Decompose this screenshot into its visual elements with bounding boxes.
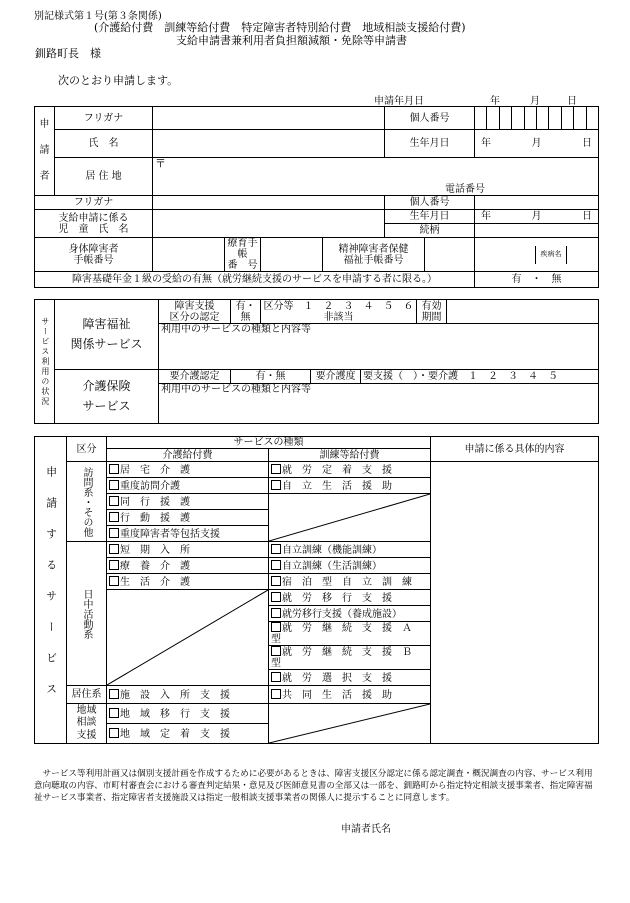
checkbox[interactable] — [109, 708, 119, 718]
services-table — [34, 436, 599, 744]
child-personal-no-label: 個人番号 — [385, 196, 475, 210]
svc-community-transition[interactable]: 地 域 移 行 支 援 — [107, 704, 269, 724]
checkbox[interactable] — [109, 480, 119, 490]
support-cert-label: 障害支援 区分の認定 — [159, 300, 231, 324]
child-furigana-field[interactable] — [153, 196, 385, 210]
svc-kunren-life-training[interactable]: 自立訓練（生活訓練） — [269, 558, 431, 574]
svc-community-settlement[interactable]: 地 域 定 着 支 援 — [107, 724, 269, 744]
svc-kaigo-medical-care[interactable]: 療 養 介 護 — [107, 558, 269, 574]
valid-period-field[interactable] — [447, 300, 599, 324]
checkbox[interactable] — [271, 592, 281, 602]
detail-header: 申請に係る具体的内容 — [431, 437, 599, 462]
applicant-name-label: 氏 名 — [55, 130, 153, 158]
physical-cert-label: 身体障害者 手帳番号 — [35, 238, 153, 272]
care-degree-label: 要介護度 — [311, 370, 361, 384]
checkbox[interactable] — [271, 646, 281, 656]
addressee: 釧路町長 様 — [35, 47, 101, 60]
checkbox[interactable] — [109, 689, 119, 699]
signature-label: 申請者氏名 — [341, 824, 391, 835]
care-cert-yes-no[interactable]: 有・無 — [231, 370, 311, 384]
checkbox[interactable] — [109, 464, 119, 474]
blank-diagonal-1 — [269, 494, 431, 542]
form-number: 別記様式第１号(第３条関係) — [34, 11, 162, 22]
form-title-line2: 支給申請書兼利用者負担額減額・免除等申請書 — [176, 34, 407, 47]
disease-cell — [475, 238, 599, 272]
disease-field[interactable] — [567, 246, 598, 264]
checkbox[interactable] — [271, 608, 281, 618]
support-grade-cell[interactable]: 区分等 １ ２ ３ ４ ５ ６ 非該当 — [261, 300, 417, 324]
physical-cert-field[interactable] — [153, 238, 225, 272]
checkbox[interactable] — [271, 480, 281, 490]
child-relation-label: 続柄 — [385, 224, 475, 238]
svc-kunren-independent-living[interactable]: 自 立 生 活 援 助 — [269, 478, 431, 494]
welfare-services-label: 障害福祉 関係サービス — [55, 300, 159, 370]
applicant-phone-label: 電話番号 — [445, 184, 485, 195]
svc-kaigo-severe-visiting[interactable]: 重度訪問介護 — [107, 478, 269, 494]
checkbox[interactable] — [271, 544, 281, 554]
form-title-line1: (介護給付費 訓練等給付費 特定障害者特別給付費 地域相談支援給付費) — [94, 21, 466, 34]
checkbox[interactable] — [109, 512, 119, 522]
support-cert-yes-no[interactable]: 有・無 — [231, 300, 261, 324]
svc-kaigo-accompany[interactable]: 同 行 援 護 — [107, 494, 269, 510]
svc-kunren-transition-training-facility[interactable]: 就労移行支援（養成施設） — [269, 606, 431, 622]
group-residential-label: 居住系 — [67, 686, 107, 704]
pension-options[interactable]: 有 ・ 無 — [475, 272, 599, 288]
checkbox[interactable] — [271, 689, 281, 699]
group-community-label: 地域 相談 支援 — [67, 704, 107, 744]
welfare-using-note[interactable]: 利用中のサービスの種類と内容等 — [159, 324, 599, 370]
services-side-label: 申請するサービス — [35, 437, 67, 744]
kaigo-header: 介護給付費 — [107, 449, 269, 462]
applicant-address-field[interactable] — [153, 158, 599, 196]
app-date-year: 年 — [490, 96, 500, 107]
care-insurance-label: 介護保険 サービス — [55, 370, 159, 424]
checkbox[interactable] — [271, 576, 281, 586]
detail-field[interactable] — [431, 462, 599, 744]
checkbox[interactable] — [271, 560, 281, 570]
group-daytime-label: 日中活動系 — [67, 542, 107, 686]
svc-kunren-continuation-a[interactable]: 就 労 継 続 支 援 Ａ 型 — [269, 622, 431, 646]
mental-cert-field[interactable] — [425, 238, 475, 272]
svc-kunren-employment-selection[interactable]: 就 労 選 択 支 援 — [269, 670, 431, 686]
svc-kunren-function-training[interactable]: 自立訓練（機能訓練） — [269, 542, 431, 558]
svc-kaigo-short-stay[interactable]: 短 期 入 所 — [107, 542, 269, 558]
child-name-label: 支給申請に係る 児 童 氏 名 — [35, 210, 153, 238]
svc-kaigo-life-care[interactable]: 生 活 介 護 — [107, 574, 269, 590]
consent-text: サービス等利用計画又は個別支援計画を作成するために必要があるときは、障害支援区分認定に係る認定調査・概況調査の内容、サービス利用意向聴取の内容、市町村審査会における審査判定結果・意見及び医師意見書の全部又は一部を、釧路町から指定特定相談支援事業者、指定障害福祉サービス事業者、指定障害者支援施設又は指定一般相談支援事業者の関係人に提示することに同意します。 — [34, 769, 593, 803]
svc-kunren-continuation-b[interactable]: 就 労 継 続 支 援 Ｂ 型 — [269, 646, 431, 670]
blank-diagonal-3 — [269, 704, 431, 744]
care-levels[interactable]: 要支援（ ）・要介護 １ ２ ３ ４ ５ — [361, 370, 599, 384]
checkbox[interactable] — [109, 728, 119, 738]
kubun-header: 区分 — [67, 437, 107, 462]
child-birth-field[interactable]: 年 月 日 — [475, 210, 599, 224]
application-date-label: 申請年月日 — [374, 96, 424, 107]
care-cert-label: 要介護認定 — [159, 370, 231, 384]
svc-kaigo-behavior[interactable]: 行 動 援 護 — [107, 510, 269, 526]
usage-status-table — [34, 299, 599, 424]
applicant-side-label: 申 請 者 — [35, 107, 55, 196]
postal-mark: 〒 — [155, 157, 166, 170]
rehab-cert-label: 療育手帳 番 号 — [225, 238, 261, 272]
checkbox[interactable] — [109, 528, 119, 538]
applicant-birth-field[interactable]: 年 月 日 — [475, 130, 599, 158]
app-date-day: 日 — [567, 96, 577, 107]
intro-text: 次のとおり申請します。 — [58, 74, 179, 87]
mental-cert-label: 精神障害者保健 福祉手帳番号 — [323, 238, 425, 272]
applicant-furigana-field[interactable] — [153, 107, 385, 130]
applicant-personal-no-field[interactable] — [475, 107, 599, 130]
child-relation-field[interactable] — [475, 224, 599, 238]
svc-kaigo-comprehensive[interactable]: 重度障害者等包括支援 — [107, 526, 269, 542]
applicant-furigana-label: フリガナ — [55, 107, 153, 130]
svc-kunren-employment-transition[interactable]: 就 労 移 行 支 援 — [269, 590, 431, 606]
child-furigana-label: フリガナ — [35, 196, 153, 210]
child-birth-label: 生年月日 — [385, 210, 475, 224]
applicant-name-field[interactable] — [153, 130, 385, 158]
checkbox[interactable] — [109, 496, 119, 506]
svc-kunren-residential-training[interactable]: 宿 泊 型 自 立 訓 練 — [269, 574, 431, 590]
svc-kunren-employment-retention[interactable]: 就 労 定 着 支 援 — [269, 462, 431, 478]
applicant-table — [34, 106, 599, 288]
app-date-month: 月 — [530, 96, 540, 107]
checkbox[interactable] — [109, 576, 119, 586]
svc-kunren-group-home[interactable]: 共 同 生 活 援 助 — [269, 686, 431, 704]
pension-question: 障害基礎年金１級の受給の有無（就労継続支援のサービスを申請する者に限る。） — [35, 272, 475, 288]
valid-period-label: 有効 期間 — [417, 300, 447, 324]
disease-label: 疾病名 — [536, 246, 567, 264]
applicant-personal-no-label: 個人番号 — [385, 107, 475, 130]
svc-kaigo-home-care[interactable]: 居 宅 介 護 — [107, 462, 269, 478]
checkbox[interactable] — [271, 464, 281, 474]
applicant-address-label: 居 住 地 — [55, 158, 153, 196]
usage-side-label: サービス利用の状況 — [35, 300, 55, 424]
checkbox[interactable] — [271, 672, 281, 682]
applicant-birth-label: 生年月日 — [385, 130, 475, 158]
checkbox[interactable] — [271, 622, 281, 632]
kunren-header: 訓練等給付費 — [269, 449, 431, 462]
checkbox[interactable] — [109, 544, 119, 554]
checkbox[interactable] — [109, 560, 119, 570]
child-personal-no-field[interactable] — [475, 196, 599, 210]
svc-kaigo-facility[interactable]: 施 設 入 所 支 援 — [107, 686, 269, 704]
child-name-field[interactable] — [153, 210, 385, 238]
rehab-cert-field[interactable] — [261, 238, 323, 272]
blank-diagonal-2 — [107, 590, 269, 686]
group-visiting-label: 訪問系・その他 — [67, 462, 107, 542]
care-using-note[interactable]: 利用中のサービスの種類と内容等 — [159, 384, 599, 424]
service-type-header: サービスの種類 — [107, 437, 431, 449]
